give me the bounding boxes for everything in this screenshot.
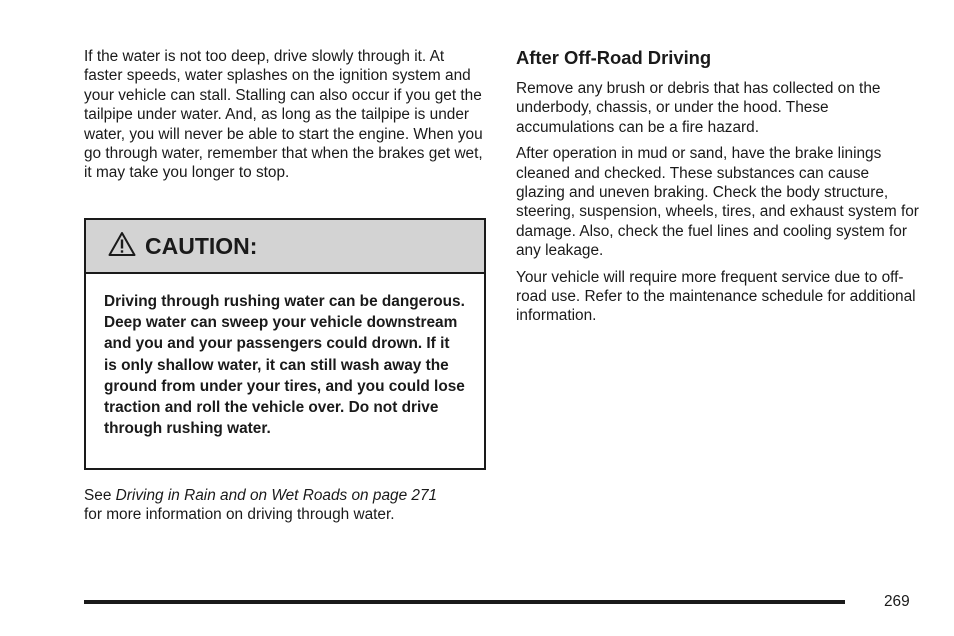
paragraph: After operation in mud or sand, have the brake linings cleaned and checked. These substances can cause glazing and uneven braking. Check the body structure, steering, suspension, wheels, tires, and exhaust system for damage. Also, check the fuel lines and cooling system for any leakage. (516, 145, 919, 260)
see-prefix: See (84, 487, 116, 504)
section-heading: After Off-Road Driving (516, 47, 712, 68)
page-number: 269 (884, 593, 910, 610)
see-reference (84, 486, 494, 525)
caution-header (86, 220, 484, 274)
right-column (516, 47, 920, 326)
caution-text: Driving through rushing water can be dangerous. Deep water can sweep your vehicle downstream and you and your passengers could drown. If it is only shallow water, it can still wash away the ground from under your tires, and you could lose traction and roll the vehicle over. Do not drive through rushing water. (104, 293, 465, 438)
cross-reference-link[interactable]: Driving in Rain and on Wet Roads on page 271 (115, 487, 438, 504)
left-column (84, 47, 486, 183)
caution-title: CAUTION: (145, 232, 258, 259)
warning-triangle-icon (108, 231, 136, 257)
see-suffix: for more information on driving through water. (84, 506, 395, 524)
paragraph: Your vehicle will require more frequent service due to off-road use. Refer to the maintenance schedule for additional information. (516, 268, 916, 325)
paragraph: Remove any brush or debris that has collected on the underbody, chassis, or under the hood. These accumulations can be a fire hazard. (516, 80, 881, 136)
caution-box (84, 218, 486, 470)
footer-rule (84, 600, 845, 604)
intro-paragraph: If the water is not too deep, drive slowly through it. At faster speeds, water splashes on the ignition system and your vehicle can stall. Stalling can also occur if you get the tailpipe under water. And, as long as the tailpipe is under water, you will never be able to start the engine. When you go through water, remember that when the brakes get wet, it may take you longer to stop. (84, 48, 483, 182)
